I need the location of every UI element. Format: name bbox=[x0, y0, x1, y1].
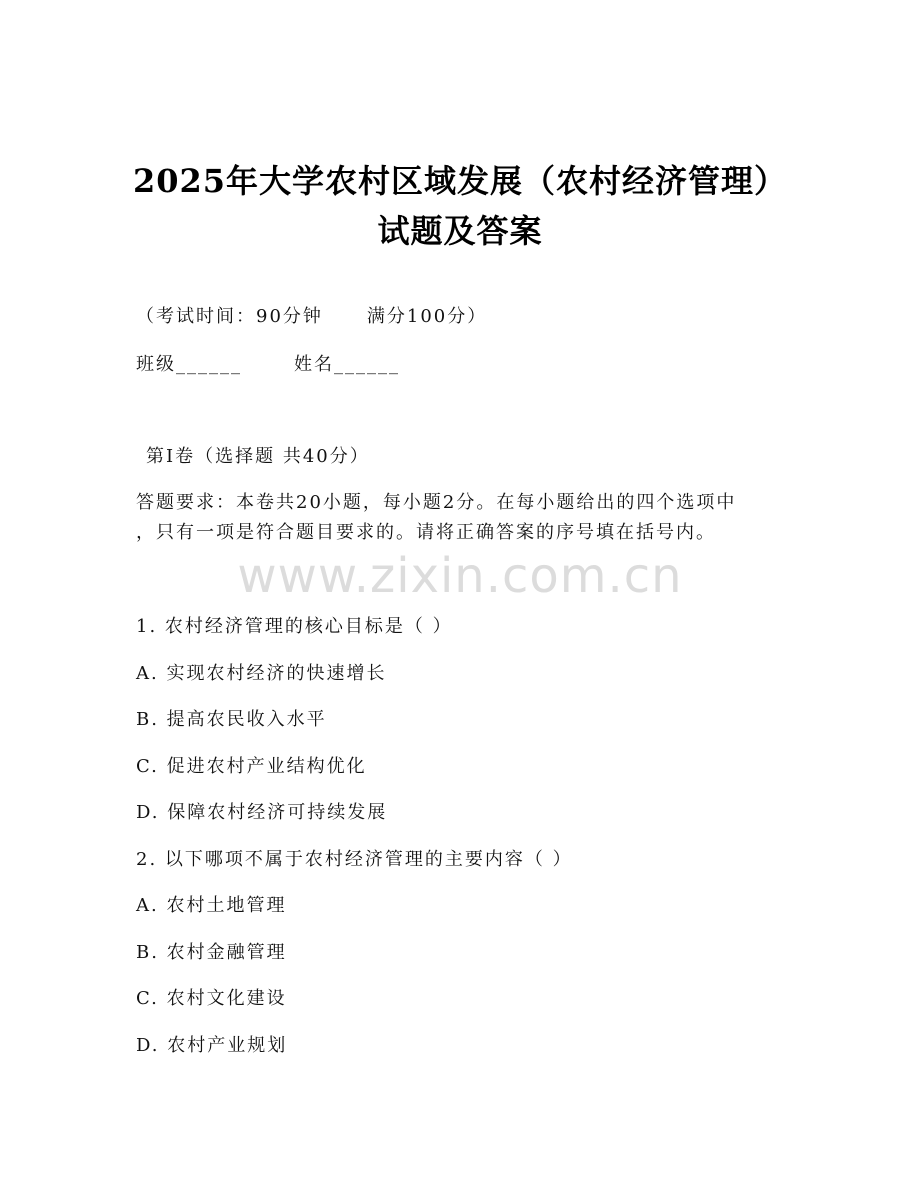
question-1-option-c: C. 促进农村产业结构优化 bbox=[136, 756, 367, 777]
question-1-stem: 1. 农村经济管理的核心目标是（ ） bbox=[136, 616, 453, 637]
student-info bbox=[136, 350, 400, 376]
question-2-option-a: A. 农村土地管理 bbox=[136, 895, 287, 916]
question-1-option-a: A. 实现农村经济的快速增长 bbox=[136, 663, 387, 684]
exam-full-score: 满分100分） bbox=[366, 306, 488, 327]
question-2-stem: 2. 以下哪项不属于农村经济管理的主要内容（ ） bbox=[136, 849, 573, 870]
exam-info bbox=[136, 302, 487, 328]
instructions-line-1: 答题要求：本卷共20小题，每小题2分。在每小题给出的四个选项中 bbox=[136, 492, 737, 513]
question-1-option-b: B. 提高农民收入水平 bbox=[136, 709, 327, 730]
document-title-line-1: 2025年大学农村区域发展（农村经济管理） bbox=[132, 162, 788, 200]
question-2-option-d: D. 农村产业规划 bbox=[136, 1035, 288, 1056]
exam-time: （考试时间：90分钟 bbox=[136, 306, 323, 327]
question-2-option-b: B. 农村金融管理 bbox=[136, 942, 287, 963]
class-field[interactable]: 班级______ bbox=[136, 354, 242, 375]
section-title: 第Ⅰ卷（选择题 共40分） bbox=[146, 446, 370, 467]
name-field[interactable]: 姓名______ bbox=[294, 354, 400, 375]
instructions-line-2: ，只有一项是符合题目要求的。请将正确答案的序号填在括号内。 bbox=[136, 522, 716, 543]
watermark: www.zixin.com.cn bbox=[237, 548, 683, 604]
question-1-option-d: D. 保障农村经济可持续发展 bbox=[136, 802, 388, 823]
document-title-line-2: 试题及答案 bbox=[377, 212, 543, 250]
question-2-option-c: C. 农村文化建设 bbox=[136, 988, 287, 1009]
